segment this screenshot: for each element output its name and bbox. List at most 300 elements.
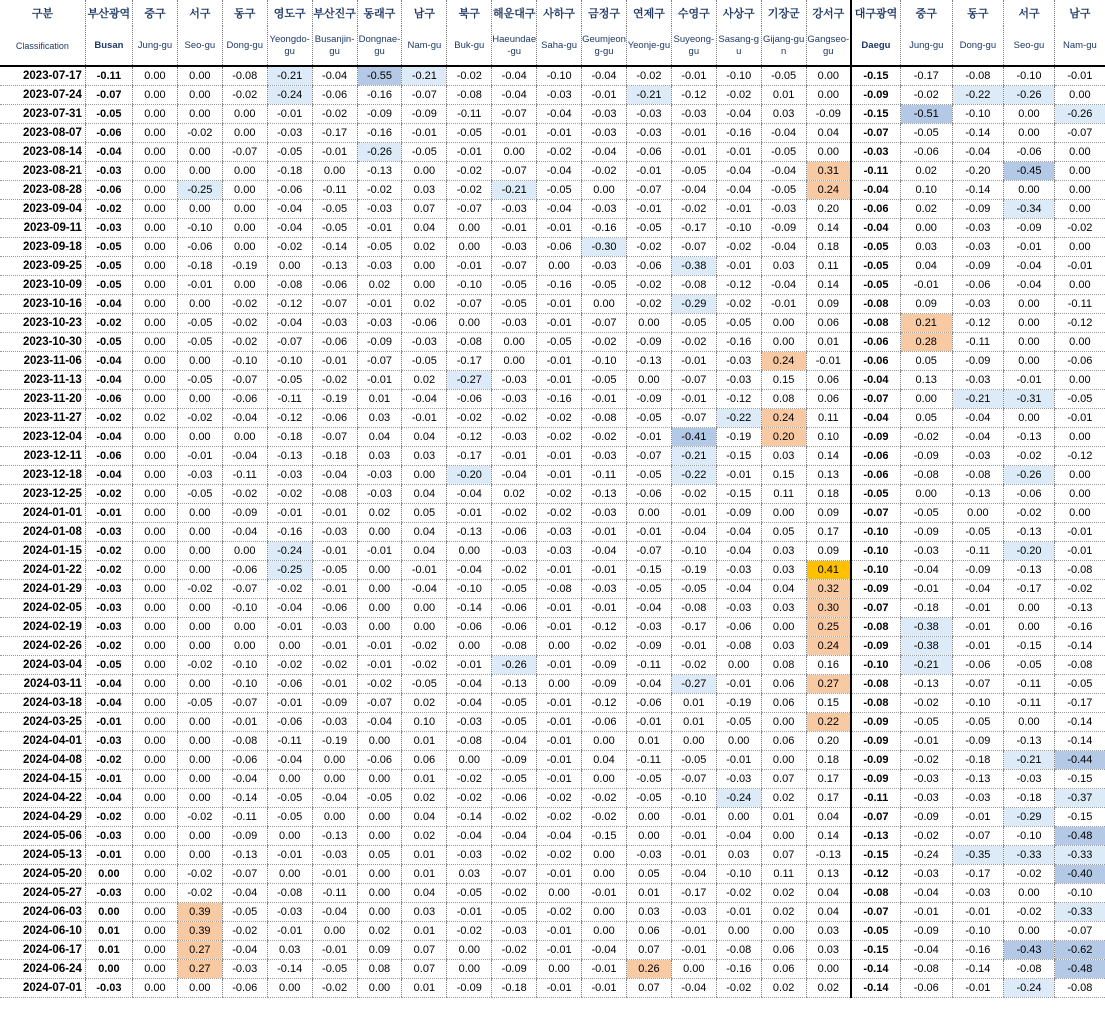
cell-gijang-gun: 0.02 (761, 979, 806, 998)
table-row (0, 409, 1105, 428)
cell-jung-gu: -0.09 (900, 447, 952, 466)
cell-dong-gu: 0.00 (222, 276, 267, 295)
header-english-7: Dongnae-gu (357, 26, 402, 66)
cell-sasang-gu: -0.19 (716, 694, 761, 713)
cell-seo-gu: -0.29 (1004, 808, 1055, 827)
cell-seo-gu: 0.00 (177, 732, 222, 751)
cell-gijang-gun: -0.09 (761, 219, 806, 238)
cell-nam-gu: 0.04 (402, 428, 447, 447)
cell-saha-gu: -0.02 (537, 409, 582, 428)
cell-busan: 0.00 (85, 865, 132, 884)
cell-geumjeong-gu: -0.01 (582, 599, 627, 618)
cell-busan: 0.01 (85, 922, 132, 941)
cell-dong-gu: -0.20 (952, 162, 1004, 181)
cell-jung-gu: 0.00 (133, 637, 178, 656)
table-row (0, 675, 1105, 694)
cell-haeundae-gu: -0.02 (492, 846, 537, 865)
cell-nam-gu: 0.00 (1054, 162, 1105, 181)
cell-yeonje-gu: -0.03 (626, 618, 671, 637)
table-row (0, 238, 1105, 257)
cell-nam-gu: -0.01 (402, 561, 447, 580)
cell-saha-gu: 0.00 (537, 675, 582, 694)
cell-gangseo-gu: 0.16 (806, 656, 851, 675)
cell-dongnae-gu: -0.26 (357, 143, 402, 162)
cell-busan: -0.03 (85, 219, 132, 238)
cell-nam-gu: 0.00 (1054, 238, 1105, 257)
cell-geumjeong-gu: -0.07 (582, 314, 627, 333)
cell-jung-gu: 0.00 (133, 789, 178, 808)
cell-gijang-gun: 0.03 (761, 542, 806, 561)
cell-jung-gu: 0.00 (133, 105, 178, 124)
cell-yeongdo-gu: -0.12 (267, 409, 312, 428)
cell-dong-gu: -0.05 (222, 903, 267, 922)
cell-sasang-gu: -0.12 (716, 276, 761, 295)
cell-suyeong-gu: -0.07 (671, 409, 716, 428)
cell-busanjin-gu: -0.01 (312, 675, 357, 694)
cell-busanjin-gu: -0.01 (312, 637, 357, 656)
cell-busan: -0.04 (85, 371, 132, 390)
cell-gijang-gun: 0.06 (761, 941, 806, 960)
cell-dong-gu: -0.11 (952, 333, 1004, 352)
cell-sasang-gu: -0.08 (716, 637, 761, 656)
cell-geumjeong-gu: -0.16 (582, 219, 627, 238)
cell-seo-gu: -0.13 (1004, 428, 1055, 447)
cell-nam-gu: 0.01 (402, 922, 447, 941)
cell-nam-gu: 0.05 (402, 504, 447, 523)
cell-haeundae-gu: -0.02 (492, 561, 537, 580)
cell-busan: -0.02 (85, 751, 132, 770)
cell-seo-gu: -0.26 (1004, 466, 1055, 485)
cell-saha-gu: -0.01 (537, 447, 582, 466)
cell-buk-gu: -0.04 (447, 561, 492, 580)
cell-sasang-gu: -0.01 (716, 466, 761, 485)
cell-haeundae-gu: -0.01 (492, 447, 537, 466)
cell-busan: -0.06 (85, 124, 132, 143)
cell-seo-gu: -0.10 (177, 219, 222, 238)
cell-dong-gu: -0.10 (222, 352, 267, 371)
cell-yeongdo-gu: -0.04 (267, 314, 312, 333)
cell-jung-gu: 0.02 (900, 200, 952, 219)
cell-sasang-gu: 0.00 (716, 732, 761, 751)
cell-suyeong-gu: -0.07 (671, 238, 716, 257)
cell-seo-gu: -0.20 (1004, 542, 1055, 561)
cell-sasang-gu: -0.02 (716, 884, 761, 903)
cell-dongnae-gu: -0.13 (357, 162, 402, 181)
row-date: 2023-08-07 (0, 124, 85, 143)
table-row (0, 751, 1105, 770)
row-date: 2023-09-18 (0, 238, 85, 257)
header-english-11: Saha-gu (537, 26, 582, 66)
cell-seo-gu: -0.17 (1004, 580, 1055, 599)
header-english-19: Jung-gu (900, 26, 952, 66)
cell-suyeong-gu: -0.01 (671, 922, 716, 941)
row-date: 2024-05-27 (0, 884, 85, 903)
cell-sasang-gu: -0.24 (716, 789, 761, 808)
cell-yeonje-gu: -0.03 (626, 124, 671, 143)
cell-sasang-gu: -0.16 (716, 333, 761, 352)
cell-dong-gu: -0.07 (222, 371, 267, 390)
cell-busanjin-gu: -0.08 (312, 485, 357, 504)
cell-seo-gu: 0.00 (177, 561, 222, 580)
cell-nam-gu: 0.04 (402, 485, 447, 504)
cell-geumjeong-gu: -0.04 (582, 66, 627, 86)
row-date: 2024-07-01 (0, 979, 85, 998)
cell-haeundae-gu: -0.03 (492, 371, 537, 390)
cell-jung-gu: -0.01 (900, 732, 952, 751)
table-row (0, 960, 1105, 979)
cell-dong-gu: -0.04 (222, 409, 267, 428)
cell-buk-gu: -0.12 (447, 428, 492, 447)
cell-dongnae-gu: 0.00 (357, 618, 402, 637)
cell-yeongdo-gu: -0.01 (267, 694, 312, 713)
cell-nam-gu: -0.05 (1054, 675, 1105, 694)
cell-seo-gu: -0.10 (1004, 827, 1055, 846)
cell-gijang-gun: 0.03 (761, 105, 806, 124)
table-row (0, 181, 1105, 200)
cell-jung-gu: 0.00 (133, 542, 178, 561)
cell-dong-gu: -0.10 (952, 922, 1004, 941)
cell-yeonje-gu: 0.00 (626, 371, 671, 390)
table-row (0, 105, 1105, 124)
cell-seo-gu: 0.00 (177, 751, 222, 770)
row-date: 2023-07-24 (0, 86, 85, 105)
cell-saha-gu: -0.01 (537, 352, 582, 371)
header-english-22: Nam-gu (1054, 26, 1105, 66)
cell-jung-gu: 0.00 (133, 447, 178, 466)
cell-yeongdo-gu: -0.04 (267, 219, 312, 238)
cell-busan: -0.04 (85, 295, 132, 314)
cell-yeonje-gu: 0.06 (626, 922, 671, 941)
cell-gijang-gun: 0.02 (761, 789, 806, 808)
cell-seo-gu: -0.15 (1004, 637, 1055, 656)
cell-dong-gu: -0.04 (952, 580, 1004, 599)
cell-suyeong-gu: -0.01 (671, 504, 716, 523)
cell-dong-gu: -0.08 (222, 66, 267, 86)
cell-yeonje-gu: -0.09 (626, 333, 671, 352)
cell-seo-gu: 0.00 (1004, 181, 1055, 200)
cell-gangseo-gu: 0.17 (806, 523, 851, 542)
cell-haeundae-gu: -0.08 (492, 637, 537, 656)
cell-buk-gu: -0.07 (447, 200, 492, 219)
cell-haeundae-gu: -0.04 (492, 827, 537, 846)
cell-sasang-gu: -0.04 (716, 542, 761, 561)
cell-jung-gu: 0.00 (133, 941, 178, 960)
cell-buk-gu: -0.01 (447, 257, 492, 276)
cell-dong-gu: -0.08 (952, 66, 1004, 86)
cell-yeongdo-gu: -0.01 (267, 846, 312, 865)
cell-nam-gu: -0.12 (1054, 447, 1105, 466)
cell-haeundae-gu: -0.04 (492, 732, 537, 751)
table-row (0, 466, 1105, 485)
cell-daegu: -0.09 (851, 770, 900, 789)
cell-jung-gu: 0.28 (900, 333, 952, 352)
cell-seo-gu: -0.13 (1004, 732, 1055, 751)
cell-gangseo-gu: 0.01 (806, 333, 851, 352)
cell-nam-gu: -0.14 (1054, 637, 1105, 656)
cell-busanjin-gu: 0.00 (312, 922, 357, 941)
cell-dong-gu: -0.04 (952, 143, 1004, 162)
cell-dongnae-gu: 0.00 (357, 979, 402, 998)
cell-busanjin-gu: -0.02 (312, 656, 357, 675)
cell-daegu: -0.06 (851, 352, 900, 371)
cell-haeundae-gu: -0.05 (492, 903, 537, 922)
cell-nam-gu: -0.48 (1054, 827, 1105, 846)
cell-seo-gu: 0.00 (177, 618, 222, 637)
cell-dong-gu: -0.04 (222, 941, 267, 960)
cell-geumjeong-gu: -0.02 (582, 162, 627, 181)
cell-busan: -0.03 (85, 523, 132, 542)
cell-nam-gu: -0.07 (402, 86, 447, 105)
cell-saha-gu: -0.02 (537, 789, 582, 808)
cell-daegu: -0.09 (851, 580, 900, 599)
cell-dongnae-gu: -0.09 (357, 105, 402, 124)
cell-jung-gu: 0.00 (133, 751, 178, 770)
cell-dongnae-gu: 0.01 (357, 390, 402, 409)
cell-yeongdo-gu: -0.02 (267, 580, 312, 599)
header-korean-9: 북구 (447, 0, 492, 26)
cell-suyeong-gu: -0.17 (671, 219, 716, 238)
cell-gijang-gun: 0.06 (761, 960, 806, 979)
cell-seo-gu: 0.00 (177, 637, 222, 656)
cell-haeundae-gu: -0.07 (492, 257, 537, 276)
cell-gangseo-gu: 0.27 (806, 675, 851, 694)
cell-dong-gu: -0.07 (222, 580, 267, 599)
cell-nam-gu: -0.07 (1054, 922, 1105, 941)
cell-buk-gu: 0.00 (447, 542, 492, 561)
cell-busanjin-gu: -0.05 (312, 561, 357, 580)
cell-dong-gu: -0.01 (952, 979, 1004, 998)
cell-jung-gu: 0.00 (900, 485, 952, 504)
cell-jung-gu: -0.01 (900, 580, 952, 599)
cell-saha-gu: -0.08 (537, 580, 582, 599)
cell-busanjin-gu: -0.01 (312, 352, 357, 371)
cell-seo-gu: -0.03 (1004, 770, 1055, 789)
cell-gijang-gun: -0.05 (761, 181, 806, 200)
cell-sasang-gu: -0.04 (716, 105, 761, 124)
cell-saha-gu: -0.03 (537, 86, 582, 105)
table-row (0, 276, 1105, 295)
cell-dong-gu: -0.02 (222, 922, 267, 941)
cell-sasang-gu: -0.03 (716, 371, 761, 390)
cell-dongnae-gu: 0.02 (357, 504, 402, 523)
cell-yeongdo-gu: 0.00 (267, 827, 312, 846)
row-date: 2023-08-28 (0, 181, 85, 200)
cell-busan: -0.04 (85, 694, 132, 713)
cell-nam-gu: -0.13 (1054, 599, 1105, 618)
row-date: 2024-05-06 (0, 827, 85, 846)
cell-yeongdo-gu: 0.00 (267, 770, 312, 789)
cell-busanjin-gu: -0.06 (312, 409, 357, 428)
cell-nam-gu: 0.03 (402, 447, 447, 466)
header-korean-19: 중구 (900, 0, 952, 26)
cell-geumjeong-gu: 0.00 (582, 732, 627, 751)
cell-haeundae-gu: -0.06 (492, 789, 537, 808)
cell-yeonje-gu: -0.07 (626, 181, 671, 200)
cell-jung-gu: -0.13 (900, 675, 952, 694)
cell-yeongdo-gu: -0.06 (267, 181, 312, 200)
cell-jung-gu: 0.00 (133, 371, 178, 390)
cell-gangseo-gu: 0.18 (806, 238, 851, 257)
cell-haeundae-gu: -0.07 (492, 162, 537, 181)
cell-suyeong-gu: -0.05 (671, 580, 716, 599)
cell-nam-gu: 0.01 (402, 770, 447, 789)
row-date: 2024-03-25 (0, 713, 85, 732)
cell-seo-gu: -0.03 (177, 466, 222, 485)
cell-nam-gu: -0.37 (1054, 789, 1105, 808)
cell-nam-gu: -0.01 (402, 124, 447, 143)
cell-saha-gu: -0.04 (537, 200, 582, 219)
table-row (0, 922, 1105, 941)
cell-suyeong-gu: -0.02 (671, 656, 716, 675)
cell-dong-gu: -0.02 (222, 333, 267, 352)
cell-dong-gu: -0.01 (952, 903, 1004, 922)
cell-nam-gu: 0.06 (402, 751, 447, 770)
cell-dong-gu: -0.14 (952, 124, 1004, 143)
table-row (0, 86, 1105, 105)
cell-gijang-gun: 0.02 (761, 903, 806, 922)
cell-sasang-gu: -0.10 (716, 66, 761, 86)
cell-buk-gu: -0.11 (447, 105, 492, 124)
table-row (0, 656, 1105, 675)
cell-seo-gu: 0.00 (1004, 922, 1055, 941)
cell-busan: -0.04 (85, 789, 132, 808)
cell-gijang-gun: 0.20 (761, 428, 806, 447)
cell-sasang-gu: -0.02 (716, 295, 761, 314)
table-row (0, 143, 1105, 162)
cell-seo-gu: 0.00 (177, 979, 222, 998)
cell-gijang-gun: 0.02 (761, 884, 806, 903)
cell-jung-gu: 0.00 (133, 162, 178, 181)
cell-busanjin-gu: -0.02 (312, 979, 357, 998)
cell-buk-gu: 0.00 (447, 960, 492, 979)
cell-suyeong-gu: -0.04 (671, 523, 716, 542)
cell-seo-gu: -0.04 (1004, 276, 1055, 295)
cell-jung-gu: 0.00 (133, 523, 178, 542)
table-row (0, 808, 1105, 827)
cell-gangseo-gu: -0.01 (806, 352, 851, 371)
cell-dongnae-gu: 0.02 (357, 276, 402, 295)
cell-seo-gu: -0.06 (1004, 485, 1055, 504)
header-korean-10: 해운대구 (492, 0, 537, 26)
cell-yeongdo-gu: -0.06 (267, 675, 312, 694)
row-date: 2023-09-11 (0, 219, 85, 238)
header-korean-row (0, 0, 1105, 26)
cell-gijang-gun: 0.01 (761, 86, 806, 105)
header-english-18: Daegu (851, 26, 900, 66)
cell-sasang-gu: -0.01 (716, 675, 761, 694)
cell-seo-gu: -0.02 (177, 409, 222, 428)
cell-dongnae-gu: -0.01 (357, 295, 402, 314)
cell-saha-gu: -0.02 (537, 143, 582, 162)
cell-geumjeong-gu: 0.00 (582, 181, 627, 200)
cell-suyeong-gu: -0.05 (671, 314, 716, 333)
cell-suyeong-gu: -0.08 (671, 276, 716, 295)
cell-jung-gu: 0.10 (900, 181, 952, 200)
cell-yeongdo-gu: -0.02 (267, 238, 312, 257)
cell-nam-gu: 0.00 (1054, 143, 1105, 162)
cell-suyeong-gu: -0.01 (671, 143, 716, 162)
cell-saha-gu: -0.01 (537, 219, 582, 238)
cell-busanjin-gu: -0.14 (312, 238, 357, 257)
cell-dong-gu: -0.09 (222, 827, 267, 846)
cell-daegu: -0.08 (851, 295, 900, 314)
cell-daegu: -0.10 (851, 656, 900, 675)
cell-busanjin-gu: -0.19 (312, 390, 357, 409)
cell-nam-gu: -0.05 (402, 352, 447, 371)
cell-yeonje-gu: -0.01 (626, 713, 671, 732)
cell-seo-gu: 0.00 (1004, 314, 1055, 333)
cell-yeonje-gu: -0.02 (626, 66, 671, 86)
cell-nam-gu: -0.15 (1054, 770, 1105, 789)
cell-geumjeong-gu: -0.05 (582, 276, 627, 295)
cell-yeonje-gu: -0.01 (626, 200, 671, 219)
cell-geumjeong-gu: -0.03 (582, 504, 627, 523)
cell-gangseo-gu: 0.02 (806, 979, 851, 998)
cell-nam-gu: 0.00 (1054, 276, 1105, 295)
cell-haeundae-gu: -0.02 (492, 941, 537, 960)
header-korean-18: 대구광역 (851, 0, 900, 26)
header-korean-6: 부산진구 (312, 0, 357, 26)
cell-seo-gu: 0.00 (177, 86, 222, 105)
cell-seo-gu: 0.00 (177, 846, 222, 865)
cell-yeonje-gu: -0.09 (626, 390, 671, 409)
cell-haeundae-gu: -0.06 (492, 618, 537, 637)
cell-suyeong-gu: -0.03 (671, 903, 716, 922)
cell-haeundae-gu: -0.03 (492, 200, 537, 219)
cell-daegu: -0.09 (851, 713, 900, 732)
cell-daegu: -0.12 (851, 865, 900, 884)
cell-geumjeong-gu: -0.09 (582, 656, 627, 675)
cell-dongnae-gu: 0.00 (357, 732, 402, 751)
cell-suyeong-gu: -0.02 (671, 200, 716, 219)
cell-nam-gu: 0.03 (402, 181, 447, 200)
cell-dong-gu: -0.04 (952, 428, 1004, 447)
cell-busan: 0.00 (85, 960, 132, 979)
cell-seo-gu: -0.18 (1004, 789, 1055, 808)
cell-nam-gu: -0.02 (1054, 219, 1105, 238)
cell-busan: -0.02 (85, 542, 132, 561)
cell-yeongdo-gu: 0.00 (267, 637, 312, 656)
cell-yeongdo-gu: 0.00 (267, 257, 312, 276)
cell-dong-gu: -0.06 (222, 390, 267, 409)
cell-yeonje-gu: 0.01 (626, 732, 671, 751)
cell-gijang-gun: 0.07 (761, 770, 806, 789)
cell-busan: -0.02 (85, 200, 132, 219)
cell-nam-gu: 0.00 (1054, 466, 1105, 485)
cell-seo-gu: 0.00 (177, 504, 222, 523)
cell-haeundae-gu: -0.03 (492, 922, 537, 941)
cell-jung-gu: -0.02 (900, 428, 952, 447)
cell-nam-gu: -0.05 (1054, 390, 1105, 409)
cell-yeongdo-gu: -0.03 (267, 124, 312, 143)
cell-busan: -0.01 (85, 713, 132, 732)
cell-dong-gu: -0.07 (952, 675, 1004, 694)
cell-dongnae-gu: 0.05 (357, 846, 402, 865)
cell-geumjeong-gu: -0.03 (582, 580, 627, 599)
cell-seo-gu: 0.00 (1004, 409, 1055, 428)
cell-saha-gu: 0.00 (537, 637, 582, 656)
cell-busanjin-gu: -0.03 (312, 314, 357, 333)
cell-suyeong-gu: -0.01 (671, 808, 716, 827)
cell-nam-gu: 0.00 (402, 618, 447, 637)
cell-sasang-gu: 0.00 (716, 808, 761, 827)
cell-sasang-gu: -0.03 (716, 770, 761, 789)
cell-dongnae-gu: -0.05 (357, 238, 402, 257)
cell-haeundae-gu: -0.01 (492, 219, 537, 238)
cell-gangseo-gu: 0.06 (806, 371, 851, 390)
cell-saha-gu: -0.16 (537, 390, 582, 409)
cell-dong-gu: -0.06 (952, 276, 1004, 295)
